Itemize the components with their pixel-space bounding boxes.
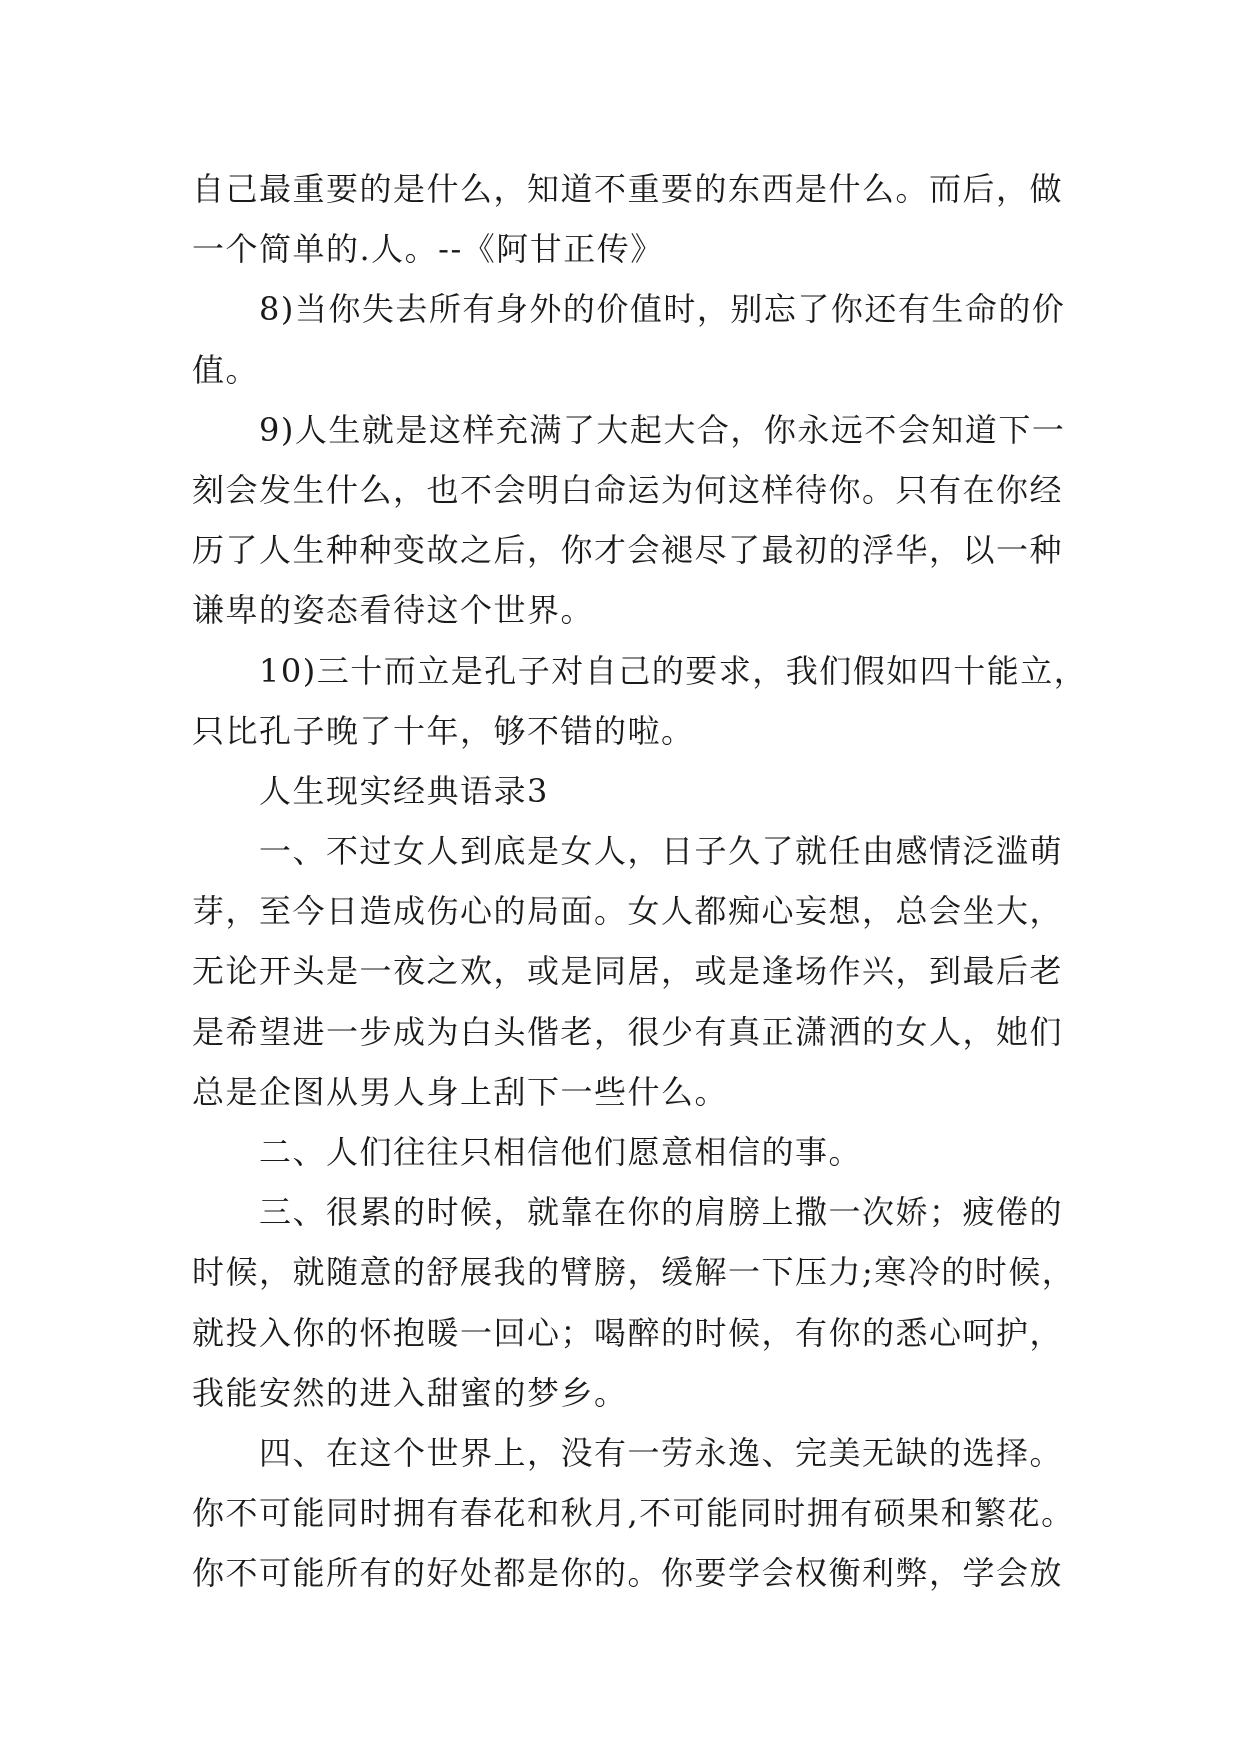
text-line: 二、人们往往只相信他们愿意相信的事。 — [192, 1133, 863, 1171]
paragraph — [192, 641, 1092, 761]
text-line: 谦卑的姿态看待这个世界。 — [192, 591, 595, 630]
text-line: 自己最重要的是什么，知道不重要的东西是什么。而后，做 — [192, 170, 1064, 208]
text-line: 历了人生种种变故之后，你才会褪尽了最初的浮华，以一种 — [192, 531, 1064, 570]
paragraph — [192, 1423, 1092, 1604]
paragraph — [192, 159, 1092, 279]
text-line: 刻会发生什么，也不会明白命运为何这样待你。只有在你经 — [192, 470, 1064, 509]
paragraph — [192, 1182, 1092, 1423]
text-line: 总是企图从男人身上刮下一些什么。 — [192, 1072, 729, 1111]
text-line: 你不可能同时拥有春花和秋月,不可能同时拥有硕果和繁花。 — [192, 1494, 1075, 1533]
text-line: 人生现实经典语录3 — [192, 771, 549, 810]
text-line: 9)人生就是这样充满了大起大合，你永远不会知道下一 — [192, 410, 1066, 449]
body-text — [192, 159, 1092, 1604]
text-line: 三、很累的时候，就靠在你的肩膀上撒一次娇；疲倦的 — [192, 1193, 1064, 1232]
text-line: 我能安然的进入甜蜜的梦乡。 — [192, 1373, 628, 1412]
text-line: 10)三十而立是孔子对自己的要求，我们假如四十能立， — [192, 651, 1088, 690]
text-line: 只比孔子晚了十年，够不错的啦。 — [192, 711, 695, 750]
text-line: 值。 — [192, 350, 260, 389]
paragraph — [192, 821, 1092, 1122]
text-line: 芽，至今日造成伤心的局面。女人都痴心妄想，总会坐大， — [192, 892, 1064, 931]
text-line: 你不可能所有的好处都是你的。你要学会权衡利弊，学会放 — [192, 1554, 1064, 1593]
text-line: 是希望进一步成为白头偕老，很少有真正潇洒的女人，她们 — [192, 1012, 1064, 1051]
text-line: 一、不过女人到底是女人，日子久了就任由感情泛滥萌 — [192, 832, 1064, 871]
paragraph — [192, 279, 1092, 399]
text-line: 时候，就随意的舒展我的臂膀，缓解一下压力;寒冷的时候， — [192, 1253, 1076, 1292]
text-line: 8)当你失去所有身外的价值时，别忘了你还有生命的价 — [192, 290, 1066, 329]
text-line: 四、在这个世界上，没有一劳永逸、完美无缺的选择。 — [192, 1433, 1064, 1472]
section-heading — [192, 761, 1092, 821]
paragraph — [192, 400, 1092, 641]
text-line: 就投入你的怀抱暖一回心；喝醉的时候，有你的悉心呵护， — [192, 1313, 1064, 1352]
text-line: 一个简单的.人。--《阿甘正传》 — [192, 230, 664, 269]
text-line: 无论开头是一夜之欢，或是同居，或是逢场作兴，到最后老 — [192, 952, 1064, 991]
paragraph — [192, 1122, 1092, 1182]
